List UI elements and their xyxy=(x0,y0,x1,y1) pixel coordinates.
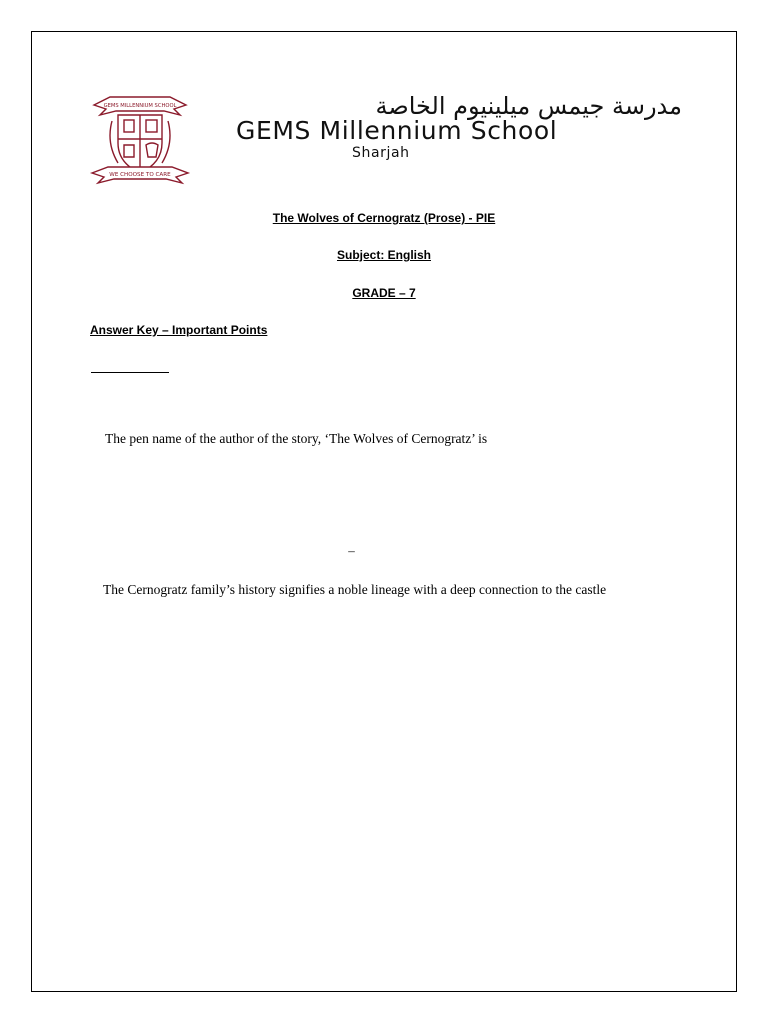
divider-rule xyxy=(91,372,169,373)
answer-point-2: The Cernogratz family’s history signifies a noble lineage with a deep connection to the castle xyxy=(103,582,607,597)
answer-point-1: The pen name of the author of the story, ‘The Wolves of Cernogratz’ is xyxy=(105,431,488,446)
document-subject: Subject: English xyxy=(336,248,431,262)
document-grade: GRADE – 7 xyxy=(352,286,416,300)
section-heading: Answer Key – Important Points xyxy=(90,323,268,337)
school-name-arabic: مدرسة جيمس ميلينيوم الخاصة xyxy=(375,92,682,120)
dash-mark: – xyxy=(348,543,355,558)
crest-banner-top: GEMS MILLENNIUM SCHOOL xyxy=(103,103,177,109)
document-title: The Wolves of Cernogratz (Prose) - PIE xyxy=(272,211,496,225)
school-crest-logo xyxy=(88,93,192,189)
school-name: GEMS Millennium School xyxy=(236,116,558,145)
school-city: Sharjah xyxy=(352,145,410,161)
crest-banner-bottom: WE CHOOSE TO CARE xyxy=(109,172,171,178)
